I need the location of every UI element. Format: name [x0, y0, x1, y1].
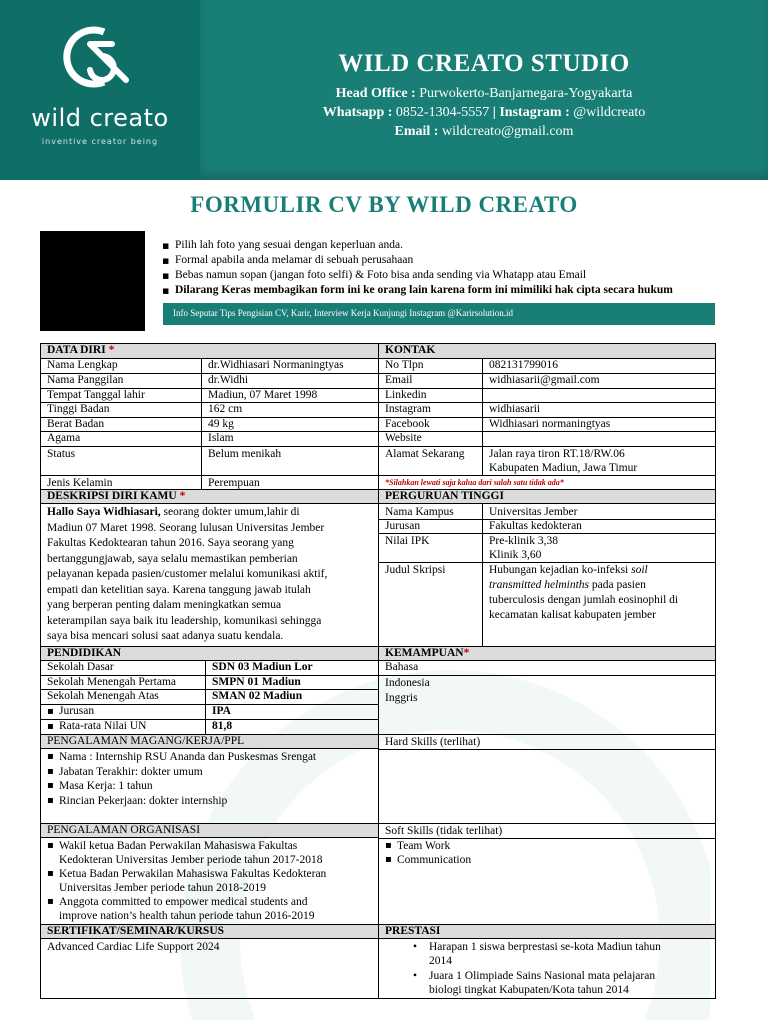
instagram-field[interactable]: widhiasarii	[489, 403, 541, 415]
field-label: Jenis Kelamin	[47, 477, 113, 489]
prestasi-item	[385, 941, 709, 968]
field-label: Linkedin	[385, 389, 427, 401]
pengalaman-kerja-header: PENGALAMAN MAGANG/KERJA/PPL	[41, 734, 378, 749]
deskripsi-line: Madiun 07 Maret 1998. Seorang lulusan Universitas Jember	[47, 521, 325, 534]
field-label: Website	[385, 432, 422, 444]
deskripsi-line: pelayanan kepada pasien/customer melalui komunikasi aktif,	[47, 568, 328, 580]
organisasi-line: Kedokteran Universitas Jember periode tahun 2017-2018	[59, 854, 323, 866]
soft-skill-item: ▪ Communication	[385, 853, 709, 867]
deskripsi-line: seorang dokter umum,lahir di	[160, 506, 300, 518]
berat-badan-field[interactable]: 49 kg	[208, 418, 234, 430]
organisasi-list[interactable]	[41, 839, 378, 923]
organisasi-line: Wakil ketua Badan Perwakilan Mahasiswa Fakultas	[59, 840, 298, 852]
field-label: Nama Lengkap	[47, 359, 118, 371]
skripsi-italic: soil	[631, 564, 648, 576]
soft-skill-item: ▪ Team Work	[385, 839, 709, 853]
organisasi-line: Ketua Badan Perwakilan Mahasiswa Fakultas Kedokteran	[59, 868, 327, 880]
ipk-line: Klinik 3,60	[489, 549, 542, 561]
soft-skills-list[interactable]	[379, 839, 715, 867]
field-label: Facebook	[385, 418, 430, 430]
required-mark: *	[463, 647, 470, 659]
sertifikat-item[interactable]: Advanced Cardiac Life Support 2024	[47, 941, 220, 953]
contact-line	[200, 105, 768, 120]
data-diri-title: DATA DIRI	[47, 344, 106, 356]
skripsi-text: Hubungan kejadian ko-infeksi	[489, 564, 632, 576]
tinggi-badan-field[interactable]: 162 cm	[208, 403, 243, 415]
deskripsi-line: Fakultas Kedoktearan tahun 2016. Saya seorang yang	[47, 537, 294, 549]
data-diri-header	[41, 344, 378, 359]
jurusan-label: ▪ Jurusan	[47, 705, 94, 717]
jurusan-sma-field[interactable]: IPA	[212, 705, 231, 717]
ipk-field[interactable]	[483, 534, 715, 562]
prestasi-line: 2014	[429, 954, 452, 967]
head-office-line	[200, 86, 768, 101]
bahasa-item: Inggris	[385, 692, 418, 704]
deskripsi-header	[41, 489, 378, 504]
whatsapp-label: Whatsapp :	[322, 105, 393, 120]
hard-skills-label: Hard Skills (terlihat)	[385, 736, 481, 748]
instruction-item: ▪ Bebas namun sopan (jangan foto selfi) & Foto bisa anda sending via Whatapp atau Email	[162, 268, 742, 283]
organisasi-line: improve nation’s health tahun periode tahun 2016-2019	[59, 910, 315, 922]
bahasa-field[interactable]	[379, 676, 715, 706]
required-mark: *	[108, 344, 115, 356]
instagram-label: Instagram :	[499, 105, 570, 120]
kontak-header: KONTAK	[379, 344, 715, 359]
jenis-kelamin-field[interactable]: Perempuan	[208, 477, 260, 489]
cv-form	[40, 343, 716, 999]
ipk-line: Pre-klinik 3,38	[489, 535, 558, 547]
agama-field[interactable]: Islam	[208, 432, 234, 444]
field-label: Sekolah Dasar	[47, 661, 114, 673]
field-label: Tinggi Badan	[47, 403, 110, 415]
deskripsi-text[interactable]	[41, 505, 378, 645]
kerja-item: ▪ Rincian Pekerjaan: dokter internship	[47, 794, 372, 809]
organisasi-line: Universitas Jember periode tahun 2018-2019	[59, 882, 266, 894]
pengalaman-kerja-list[interactable]	[41, 750, 378, 808]
deskripsi-line: keterampilan saya baik itu leadership, komunikasi sehingga	[47, 614, 322, 627]
field-label: Tempat Tanggal lahir	[47, 389, 145, 401]
status-field[interactable]: Belum menikah	[208, 448, 282, 460]
deskripsi-title: DESKRIPSI DIRI KAMU	[47, 490, 177, 502]
prestasi-item	[385, 970, 709, 997]
organisasi-item	[47, 839, 372, 867]
email-value: wildcreato@gmail.com	[441, 124, 574, 139]
deskripsi-line: saya bisa mencari solusi saat adanya suatu kendala.	[47, 630, 284, 642]
skripsi-italic: transmitted helminths	[489, 579, 589, 591]
skip-note: *Silahkan lewati saja kalua dari salah satu tidak ada*	[385, 478, 564, 487]
instruction-list	[162, 238, 742, 298]
ttl-field[interactable]: Madiun, 07 Maret 1998	[208, 389, 318, 401]
organisasi-line: Anggota committed to empower medical students and	[59, 896, 308, 908]
alamat-line: Kabupaten Madiun, Jawa Timur	[489, 462, 638, 474]
instruction-item: ▪ Pilih lah foto yang sesuai dengan keperluan anda.	[162, 238, 742, 253]
field-label: Judul Skripsi	[385, 564, 446, 576]
sertifikat-header: SERTIFIKAT/SEMINAR/KURSUS	[41, 924, 378, 939]
kerja-item: ▪ Masa Kerja: 1 tahun	[47, 779, 372, 794]
deskripsi-line: bertanggungjawab, saya selalu memastikan pemberian	[47, 552, 298, 565]
nama-lengkap-field[interactable]: dr.Widhiasari Normaningtyas	[208, 359, 344, 371]
field-label: Nama Kampus	[385, 506, 454, 518]
smp-field[interactable]: SMPN 01 Madiun	[212, 676, 301, 688]
head-office-value: Purwokerto-Banjarnegara-Yogyakarta	[419, 86, 633, 101]
field-label	[41, 719, 205, 733]
facebook-field[interactable]: Widhiasari normaningtyas	[489, 418, 611, 430]
field-label	[41, 704, 205, 718]
field-label: Jurusan	[385, 520, 421, 532]
field-label: Sekolah Menengah Pertama	[47, 676, 177, 688]
sma-field[interactable]: SMAN 02 Madiun	[212, 690, 303, 702]
studio-info	[200, 0, 768, 180]
perguruan-header: PERGURUAN TINGGI	[379, 489, 715, 504]
organisasi-item	[47, 867, 372, 895]
field-label: Sekolah Menengah Atas	[47, 690, 159, 702]
instruction-item: ▪ Formal apabila anda melamar di sebuah perusahaan	[162, 253, 742, 268]
instagram-value: @wildcreato	[573, 105, 646, 120]
prestasi-line: Juara 1 Olimpiade Sains Nasional mata pelajaran	[429, 970, 656, 982]
skripsi-text: tuberculosis dengan jumlah eosinophil di	[489, 594, 679, 606]
field-label: Nama Panggilan	[47, 374, 124, 386]
field-label: Agama	[47, 432, 81, 444]
field-label: Email	[385, 374, 413, 386]
jurusan-field[interactable]: Fakultas kedokteran	[489, 520, 582, 532]
field-label: Berat Badan	[47, 418, 105, 430]
field-label: Nilai IPK	[385, 535, 430, 547]
sd-field[interactable]: SDN 03 Madiun Lor	[212, 661, 313, 673]
kemampuan-title: KEMAMPUAN	[385, 647, 464, 659]
kerja-item: ▪ Jabatan Terakhir: dokter umum	[47, 765, 372, 780]
bahasa-label: Bahasa	[385, 661, 419, 673]
skripsi-field[interactable]	[483, 563, 715, 623]
deskripsi-lead: Hallo Saya Widhiasari,	[47, 506, 161, 518]
soft-skills-label: Soft Skills (tidak terlihat)	[385, 825, 503, 837]
nilai-un-field[interactable]: 81,8	[212, 720, 233, 732]
tips-banner[interactable]: Info Seputar Tips Pengisian CV, Karir, Interview Kerja Kunjungi Instagram @Karirsolution.id	[163, 303, 715, 325]
studio-name: WILD CREATO STUDIO	[338, 50, 630, 77]
logo	[0, 0, 200, 180]
email-label: Email :	[394, 124, 439, 139]
organisasi-header: PENGALAMAN ORGANISASI	[41, 823, 378, 838]
field-label: Status	[47, 448, 76, 460]
field-label: No Tlpn	[385, 359, 424, 371]
head-office-label: Head Office :	[335, 86, 416, 101]
prestasi-line: biologi tingkat Kabupaten/Kota tahun 2014	[429, 983, 629, 996]
email-field[interactable]: widhiasarii@gmail.com	[489, 374, 600, 386]
separator: |	[492, 105, 496, 120]
kemampuan-header	[379, 646, 715, 661]
deskripsi-line: yang berperan penting dalam meningkatkan semua	[47, 599, 282, 611]
field-label: Instagram	[385, 403, 431, 415]
skripsi-text: kecamatan kalisat kabupaten jember	[489, 609, 656, 621]
bahasa-item: Indonesia	[385, 677, 430, 689]
logo-tagline: inventive creator being	[41, 137, 159, 146]
wild-creato-logo-icon	[60, 26, 136, 88]
header	[0, 0, 768, 180]
field-label: Alamat Sekarang	[385, 448, 465, 460]
prestasi-header: PRESTASI	[379, 924, 715, 939]
form-title: FORMULIR CV BY WILD CREATO	[190, 192, 578, 217]
logo-text: wild creato	[31, 104, 169, 132]
email-line	[200, 124, 768, 139]
phone-field[interactable]: 082131799016	[489, 359, 558, 371]
whatsapp-value: 0852-1304-5557	[395, 105, 490, 120]
skripsi-text: pada pasien	[589, 579, 646, 591]
copyright-warning: ▪ Dilarang Keras membagikan form ini ke orang lain karena form ini mimiliki hak cipta secara hukum	[162, 283, 742, 298]
prestasi-line: Harapan 1 siswa berprestasi se-kota Madiun tahun	[429, 941, 661, 953]
alamat-line: Jalan raya tiron RT.18/RW.06	[489, 448, 625, 460]
profile-photo[interactable]	[40, 231, 145, 331]
pendidikan-header: PENDIDIKAN	[41, 646, 378, 661]
deskripsi-line: empati dan ketelitian saya. Karena tanggung jawab itulah	[47, 583, 311, 596]
required-mark: *	[179, 490, 186, 502]
nilai-un-label: ▪ Rata-rata Nilai UN	[47, 720, 147, 732]
alamat-field[interactable]	[483, 447, 715, 475]
nama-panggilan-field[interactable]: dr.Widhi	[208, 374, 249, 386]
kampus-field[interactable]: Universitas Jember	[489, 506, 578, 518]
kerja-item: ▪ Nama : Internship RSU Ananda dan Puskesmas Srengat	[47, 750, 372, 765]
prestasi-list[interactable]	[379, 941, 715, 997]
organisasi-item	[47, 895, 372, 923]
